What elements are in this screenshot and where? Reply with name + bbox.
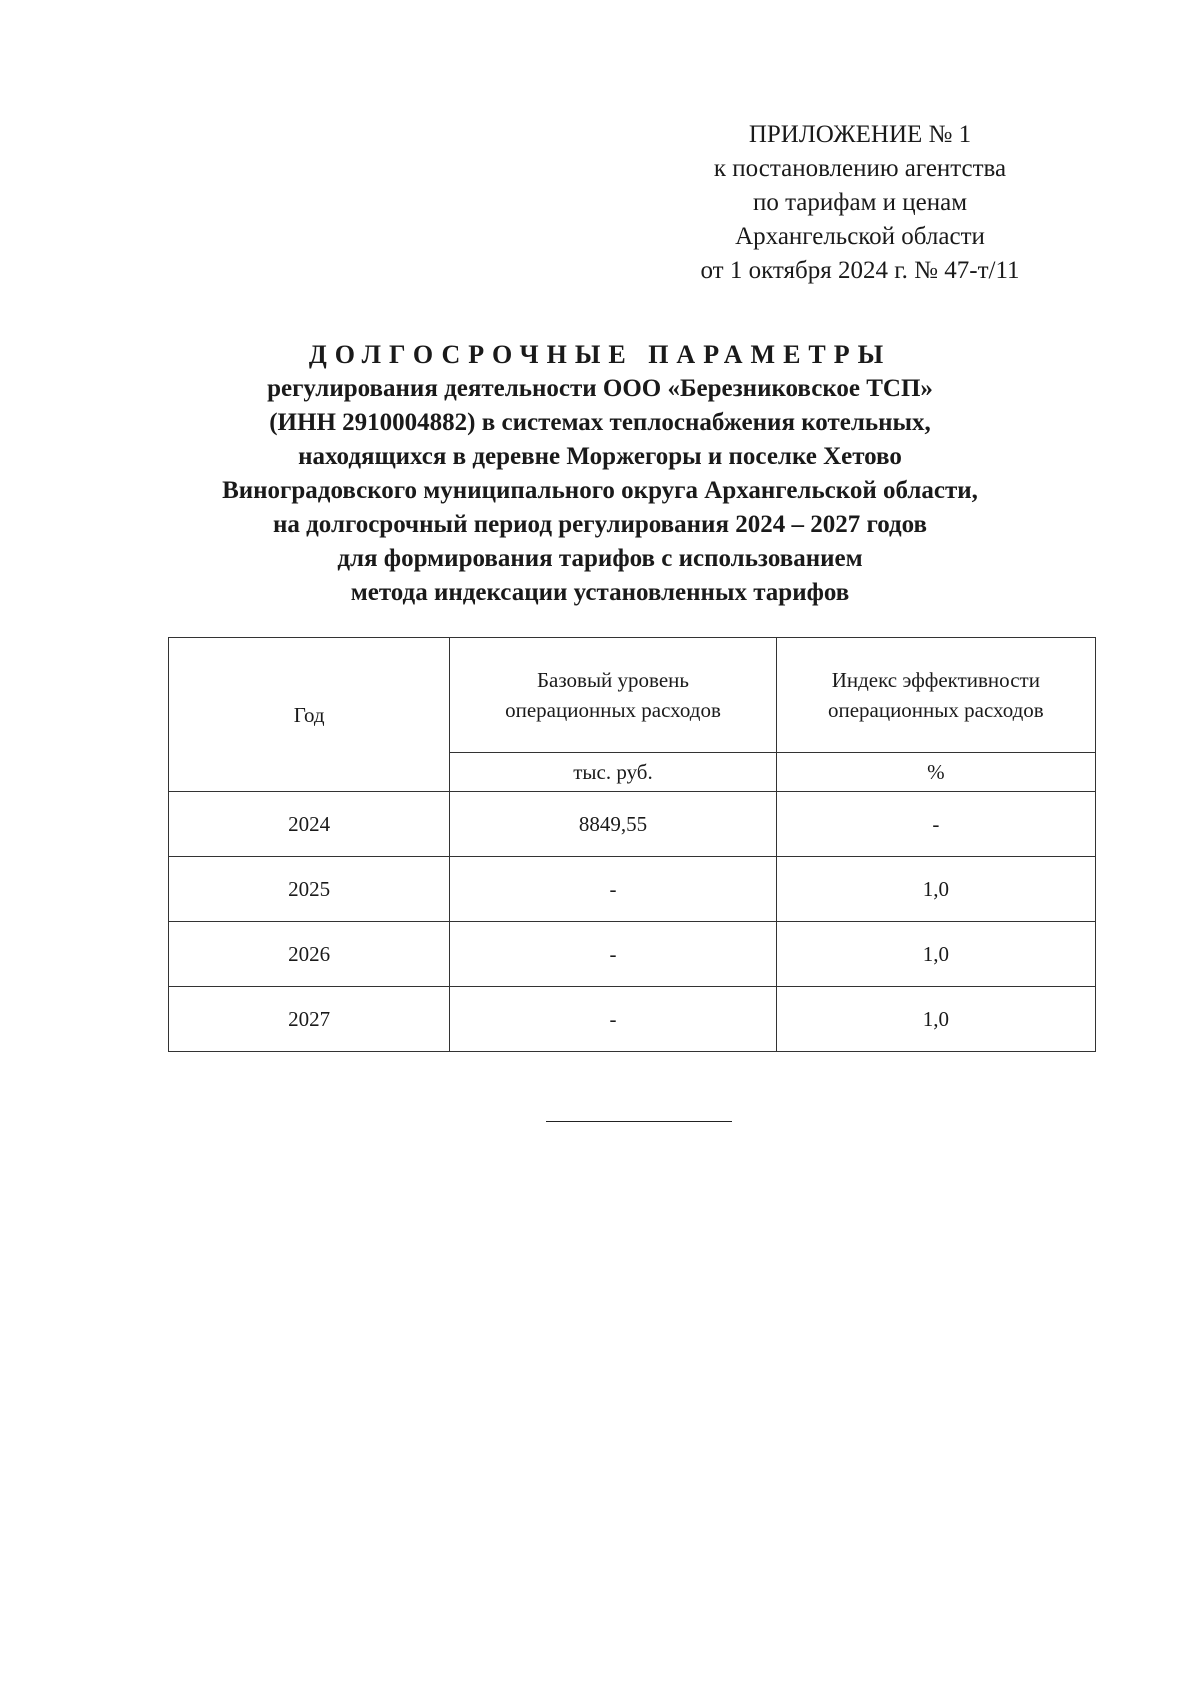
cell-index: 1,0 bbox=[776, 922, 1095, 987]
unit-base: тыс. руб. bbox=[450, 753, 776, 792]
title-line: регулирования деятельности ООО «Березниковское ТСП» bbox=[267, 375, 933, 402]
cell-year: 2024 bbox=[169, 792, 450, 857]
appendix-header bbox=[640, 118, 1080, 288]
cell-year: 2027 bbox=[169, 987, 450, 1052]
header-index-line: Индекс эффективности bbox=[831, 668, 1040, 692]
appendix-ref-line: по тарифам и ценам bbox=[752, 189, 968, 216]
title-line: на долгосрочный период регулирования 2024 – 2027 годов bbox=[272, 511, 928, 538]
parameters-table bbox=[168, 637, 1096, 1052]
cell-index: 1,0 bbox=[776, 857, 1095, 922]
cell-index: 1,0 bbox=[776, 987, 1095, 1052]
table-row bbox=[169, 857, 1096, 922]
title-line: для формирования тарифов с использованием bbox=[337, 545, 863, 572]
unit-index: % bbox=[776, 753, 1095, 792]
header-base-level bbox=[450, 638, 776, 753]
header-efficiency-index bbox=[776, 638, 1095, 753]
table-row bbox=[169, 792, 1096, 857]
document-title: ДОЛГОСРОЧНЫЕ ПАРАМЕТРЫ bbox=[308, 340, 892, 369]
title-line: Виноградовского муниципального округа Архангельской области, bbox=[222, 477, 978, 504]
cell-base: 8849,55 bbox=[450, 792, 776, 857]
appendix-ref-line: к постановлению агентства bbox=[713, 155, 1007, 182]
table-row bbox=[169, 922, 1096, 987]
cell-index: - bbox=[776, 792, 1095, 857]
header-year bbox=[169, 638, 450, 792]
table-row bbox=[169, 987, 1096, 1052]
title-line: находящихся в деревне Моржегоры и поселке Хетово bbox=[298, 443, 902, 470]
appendix-number: ПРИЛОЖЕНИЕ № 1 bbox=[748, 121, 972, 148]
cell-year: 2025 bbox=[169, 857, 450, 922]
header-base-line: Базовый уровень bbox=[536, 668, 689, 692]
header-base-line: операционных расходов bbox=[505, 698, 721, 722]
cell-year: 2026 bbox=[169, 922, 450, 987]
appendix-ref-line: Архангельской области bbox=[735, 223, 985, 250]
cell-base: - bbox=[450, 922, 776, 987]
title-line: (ИНН 2910004882) в системах теплоснабжения котельных, bbox=[269, 409, 931, 436]
cell-base: - bbox=[450, 857, 776, 922]
appendix-date-number: от 1 октября 2024 г. № 47-т/11 bbox=[700, 257, 1020, 284]
title-line: метода индексации установленных тарифов bbox=[350, 579, 850, 606]
end-divider bbox=[546, 1121, 732, 1122]
document-title-block bbox=[150, 338, 1050, 610]
table-header-row bbox=[169, 638, 1096, 753]
cell-base: - bbox=[450, 987, 776, 1052]
header-index-line: операционных расходов bbox=[827, 698, 1044, 722]
header-year-label: Год bbox=[293, 702, 325, 727]
